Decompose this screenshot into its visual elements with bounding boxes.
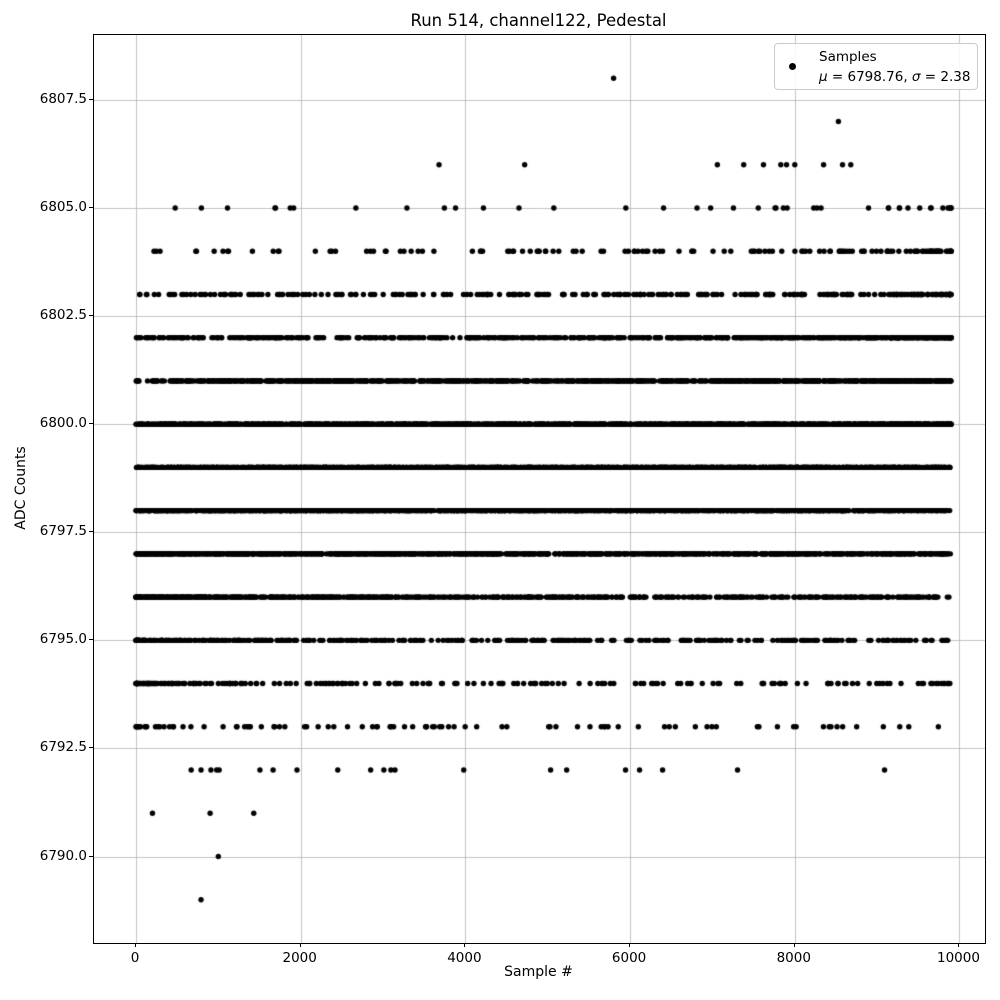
y-tick-mark xyxy=(89,531,93,532)
y-tick-mark xyxy=(89,99,93,100)
legend-stats xyxy=(819,67,970,87)
x-tick-mark xyxy=(629,943,630,947)
y-tick-label: 6800.0 xyxy=(39,415,87,432)
legend-sample-marker-icon xyxy=(789,63,796,70)
y-tick-mark xyxy=(89,423,93,424)
y-tick-mark xyxy=(89,315,93,316)
y-tick-mark xyxy=(89,856,93,857)
x-tick-label: 0 xyxy=(130,950,140,966)
y-tick-label: 6795.0 xyxy=(39,631,87,648)
y-tick-mark xyxy=(89,747,93,748)
plot-area xyxy=(93,34,986,944)
y-tick-mark xyxy=(89,207,93,208)
y-tick-label: 6807.5 xyxy=(39,90,87,107)
mu-symbol: μ xyxy=(819,68,828,85)
sigma-symbol: σ xyxy=(911,68,921,85)
y-axis-label: ADC Counts xyxy=(13,446,29,530)
x-tick-mark xyxy=(464,943,465,947)
sigma-value: = 2.38 xyxy=(920,68,971,85)
y-tick-label: 6790.0 xyxy=(39,847,87,864)
y-tick-label: 6797.5 xyxy=(39,523,87,540)
x-tick-label: 6000 xyxy=(611,950,647,966)
x-tick-mark xyxy=(135,943,136,947)
chart-title: Run 514, channel122, Pedestal xyxy=(410,11,667,30)
x-tick-mark xyxy=(958,943,959,947)
mu-value: = 6798.76, xyxy=(827,68,912,85)
x-tick-label: 10000 xyxy=(936,950,980,966)
y-tick-mark xyxy=(89,639,93,640)
scatter-canvas xyxy=(94,35,985,943)
y-tick-label: 6802.5 xyxy=(39,307,87,324)
legend xyxy=(774,43,978,90)
x-tick-mark xyxy=(300,943,301,947)
x-tick-label: 2000 xyxy=(282,950,317,966)
y-tick-label: 6792.5 xyxy=(39,739,87,756)
x-tick-label: 8000 xyxy=(776,950,811,966)
y-tick-label: 6805.0 xyxy=(39,198,87,215)
x-axis-label: Sample # xyxy=(504,964,573,980)
legend-text xyxy=(819,47,970,87)
legend-label: Samples xyxy=(819,48,877,65)
x-tick-mark xyxy=(794,943,795,947)
x-tick-label: 4000 xyxy=(447,950,482,966)
